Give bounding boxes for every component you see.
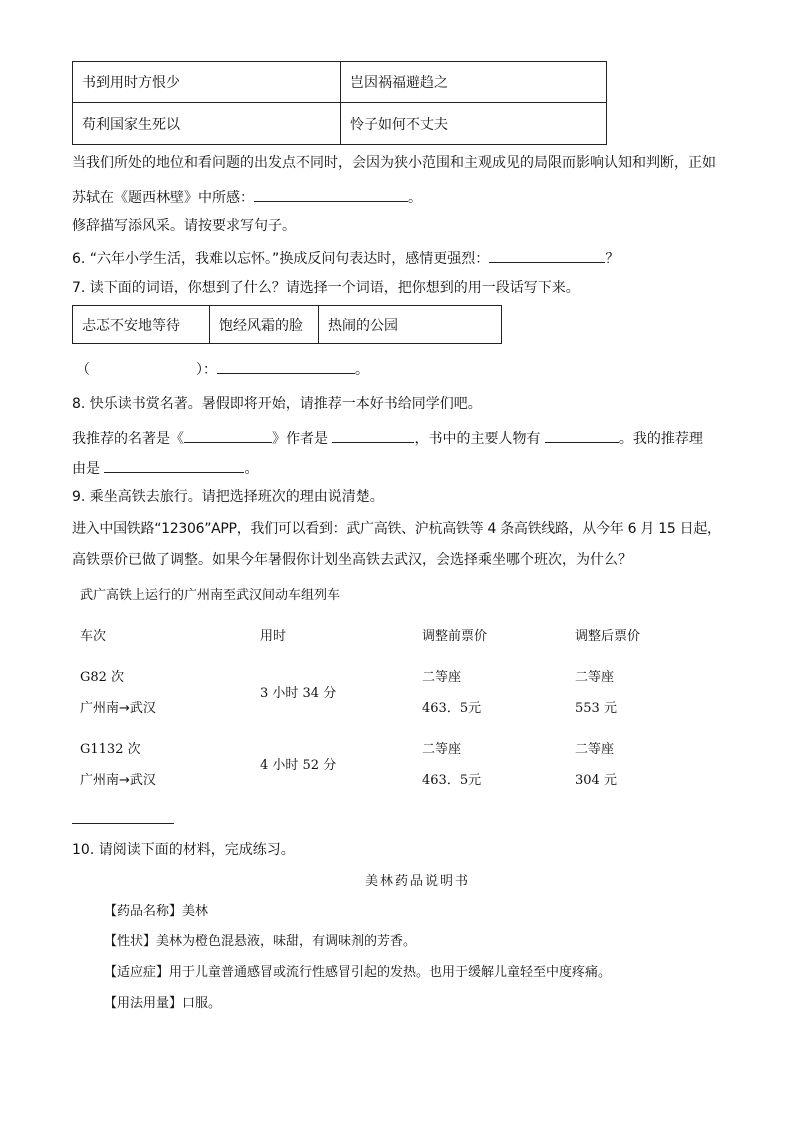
answer-blank[interactable] — [545, 426, 619, 443]
col-header-price-after: 调整后票价 — [575, 629, 641, 644]
poetry-cell: 岂因祸福避趋之 — [341, 62, 607, 103]
q7-close-paren: ）： — [196, 362, 217, 378]
train-number: G1132 次 — [80, 742, 141, 757]
answer-blank[interactable] — [217, 357, 355, 374]
q8-l2-b: 。 — [244, 461, 259, 477]
q8-l1-c: ，书中的主要人物有 — [414, 431, 541, 447]
poetry-cell: 怜子如何不丈夫 — [341, 103, 607, 145]
seat-class-before: 二等座 — [422, 670, 462, 685]
q6-question — [72, 246, 619, 269]
q8-l1-d: 。我的推荐理 — [618, 431, 703, 447]
word-cell: 忐忑不安地等待 — [73, 306, 210, 344]
answer-blank[interactable] — [332, 426, 414, 443]
q7-open-paren: （ — [76, 362, 90, 378]
leaflet-item-label: 【适应症】 — [104, 965, 170, 980]
leaflet-item-value: 美林为橙色混悬液，味甜，有调味剂的芳香。 — [156, 934, 417, 949]
q8-l1-b: 》作者是 — [272, 431, 328, 447]
price-before: 463．5元 — [422, 701, 482, 716]
word-cell: 饱经风霜的脸 — [210, 306, 319, 344]
price-before: 463．5元 — [422, 773, 482, 788]
q8-l2-a: 由是 — [72, 461, 100, 477]
train-table-title: 武广高铁上运行的广州南至武汉间动车组列车 — [80, 588, 341, 603]
leaflet-item-label: 【药品名称】 — [104, 904, 183, 919]
q7-question: 7. 读下面的词语，你想到了什么？请选择一个词语，把你想到的用一段话写下来。 — [72, 280, 580, 296]
q5-paragraph-line1: 当我们所处的地位和看问题的出发点不同时，会因为狭小范围和主观成见的局限而影响认知和判断，正如 — [72, 155, 716, 171]
leaflet-title: 美林药品说明书 — [365, 874, 471, 889]
q10-question: 10. 请阅读下面的材料，完成练习。 — [72, 842, 295, 858]
answer-blank[interactable] — [184, 426, 272, 443]
col-header-duration: 用时 — [260, 629, 287, 644]
q7-words-table — [72, 305, 502, 344]
seat-class-after: 二等座 — [575, 670, 615, 685]
leaflet-item — [104, 963, 611, 983]
leaflet-item-label: 【性状】 — [104, 934, 157, 949]
q5-line2-suffix: 。 — [408, 190, 422, 206]
q7-answer-line — [76, 357, 369, 380]
seat-class-after: 二等座 — [575, 742, 615, 757]
divider-line — [72, 823, 174, 824]
train-route: 广州南→武汉 — [80, 773, 156, 788]
q5-instruction: 修辞描写添风采。请按要求写句子。 — [72, 218, 296, 234]
price-after: 553 元 — [575, 701, 617, 716]
leaflet-item — [104, 994, 221, 1014]
leaflet-item — [104, 902, 208, 922]
answer-blank[interactable] — [104, 456, 244, 473]
train-duration: 4 小时 52 分 — [260, 758, 337, 773]
col-header-price-before: 调整前票价 — [422, 629, 488, 644]
q5-paragraph-line2 — [72, 185, 422, 208]
poetry-table — [72, 61, 607, 145]
train-route: 广州南→武汉 — [80, 701, 156, 716]
train-number: G82 次 — [80, 670, 125, 685]
q5-line2-prefix: 苏轼在《题西林壁》中所感： — [72, 190, 254, 206]
q8-l1-a: 我推荐的名著是《 — [72, 431, 184, 447]
leaflet-item-value: 口服。 — [182, 996, 222, 1011]
q8-question: 8. 快乐读书赏名著。暑假即将开始，请推荐一本好书给同学们吧。 — [72, 396, 482, 412]
leaflet-item-value: 用于儿童普通感冒或流行性感冒引起的发热。也用于缓解儿童轻至中度疼痛。 — [169, 965, 612, 980]
q6-text: 6. “六年小学生活，我难以忘怀。”换成反问句表达时，感情更强烈： — [72, 251, 490, 267]
train-duration: 3 小时 34 分 — [260, 686, 337, 701]
seat-class-before: 二等座 — [422, 742, 462, 757]
q9-question: 9. 乘坐高铁去旅行。请把选择班次的理由说清楚。 — [72, 489, 384, 505]
col-header-train: 车次 — [80, 629, 107, 644]
leaflet-item-label: 【用法用量】 — [104, 996, 183, 1011]
q9-paragraph-line1: 进入中国铁路“12306”APP，我们可以看到：武广高铁、沪杭高铁等 4 条高铁线路，从今年 6 月 15 日起， — [72, 521, 721, 537]
price-after: 304 元 — [575, 773, 617, 788]
q7-end: 。 — [355, 362, 369, 378]
word-cell: 热闹的公园 — [319, 306, 502, 344]
q8-line1 — [72, 426, 703, 449]
q8-line2 — [72, 456, 258, 479]
q6-suffix: ？ — [605, 251, 620, 267]
leaflet-item — [104, 932, 416, 952]
answer-blank[interactable] — [254, 185, 408, 202]
leaflet-item-value: 美林 — [182, 904, 209, 919]
poetry-cell: 书到用时方恨少 — [73, 62, 341, 103]
q9-paragraph-line2: 高铁票价已做了调整。如果今年暑假你计划坐高铁去武汉，会选择乘坐哪个班次，为什么？ — [72, 552, 632, 568]
answer-blank[interactable] — [489, 246, 605, 263]
poetry-cell: 苟利国家生死以 — [73, 103, 341, 145]
